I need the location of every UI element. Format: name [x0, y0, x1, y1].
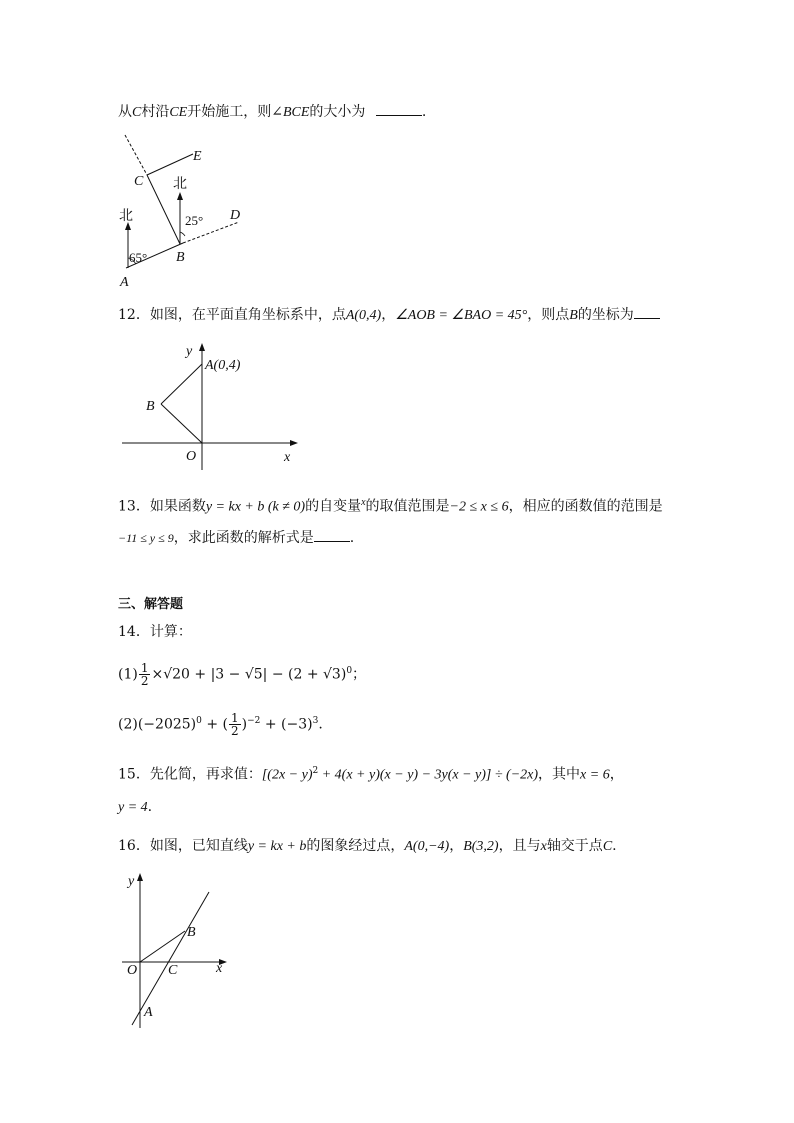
point-c-label: C: [168, 963, 178, 978]
q13-text-line1: 13．如果函数y = kx + b (k ≠ 0)的自变量$^x$的取值范围是−2 ≤ x ≤ 6，相应的函数值的范围是: [118, 497, 663, 515]
origin-label: O: [186, 449, 197, 464]
north-label-2: 北: [173, 177, 187, 192]
x-axis-label: x: [216, 961, 223, 976]
q16-text: 16．如图，已知直线y = kx + b的图象经过点，A(0,−4)，B(3,2)，且与x轴交于点C.: [118, 838, 617, 854]
x-axis-label: x: [284, 450, 291, 465]
fraction: $\frac{1}{2}$: [230, 711, 239, 739]
point-a-label: A(0,4): [205, 358, 241, 373]
angle-25-label: 25°: [185, 213, 204, 228]
y-axis-label: y: [128, 874, 135, 889]
point-a-label: A: [120, 275, 129, 290]
north-label-1: 北: [119, 209, 133, 224]
section-heading: 三、解答题: [118, 597, 184, 612]
origin-label: O: [127, 963, 138, 978]
point-a-label: A: [144, 1005, 153, 1020]
y-axis-label: y: [186, 344, 193, 359]
q11-text: 从C村沿CE开始施工，则∠BCE的大小为 .: [118, 104, 427, 120]
q15-text-line2: y = 4.: [118, 799, 153, 815]
point-e-label: E: [193, 149, 202, 164]
q13-text-line2: −11 ≤ y ≤ 9，求此函数的解析式是 .: [118, 530, 355, 546]
angle-65-label: 65°: [129, 250, 148, 265]
point-d-label: D: [230, 208, 241, 223]
point-c-label: C: [134, 174, 144, 189]
q14-title: 14．计算：: [118, 624, 192, 640]
q15-text-line1: 15．先化简，再求值：$[(2x - y)^2 + 4(x + y)(x - y) - 3y(x - y)] \div (-2x)$，其中x = 6，: [118, 766, 624, 783]
q12-text: 12．如图，在平面直角坐标系中，点A(0,4)，∠AOB = ∠BAO = 45°，则点B的坐标为: [118, 306, 660, 325]
q14-part1: (1) $\frac{1}{2}$ $\times√20 + |3 - √5| - (2 + √3)^0$；: [118, 661, 367, 689]
point-b-label: B: [187, 925, 196, 940]
point-b-label: B: [146, 399, 155, 414]
q14-part2: $(2)(-2025)^0$ + ( $\frac{1}{2}$ )$^{-2} + (-3)^3$.: [118, 711, 323, 739]
point-b-label: B: [176, 250, 185, 265]
fraction: $\frac{1}{2}$: [140, 661, 149, 689]
